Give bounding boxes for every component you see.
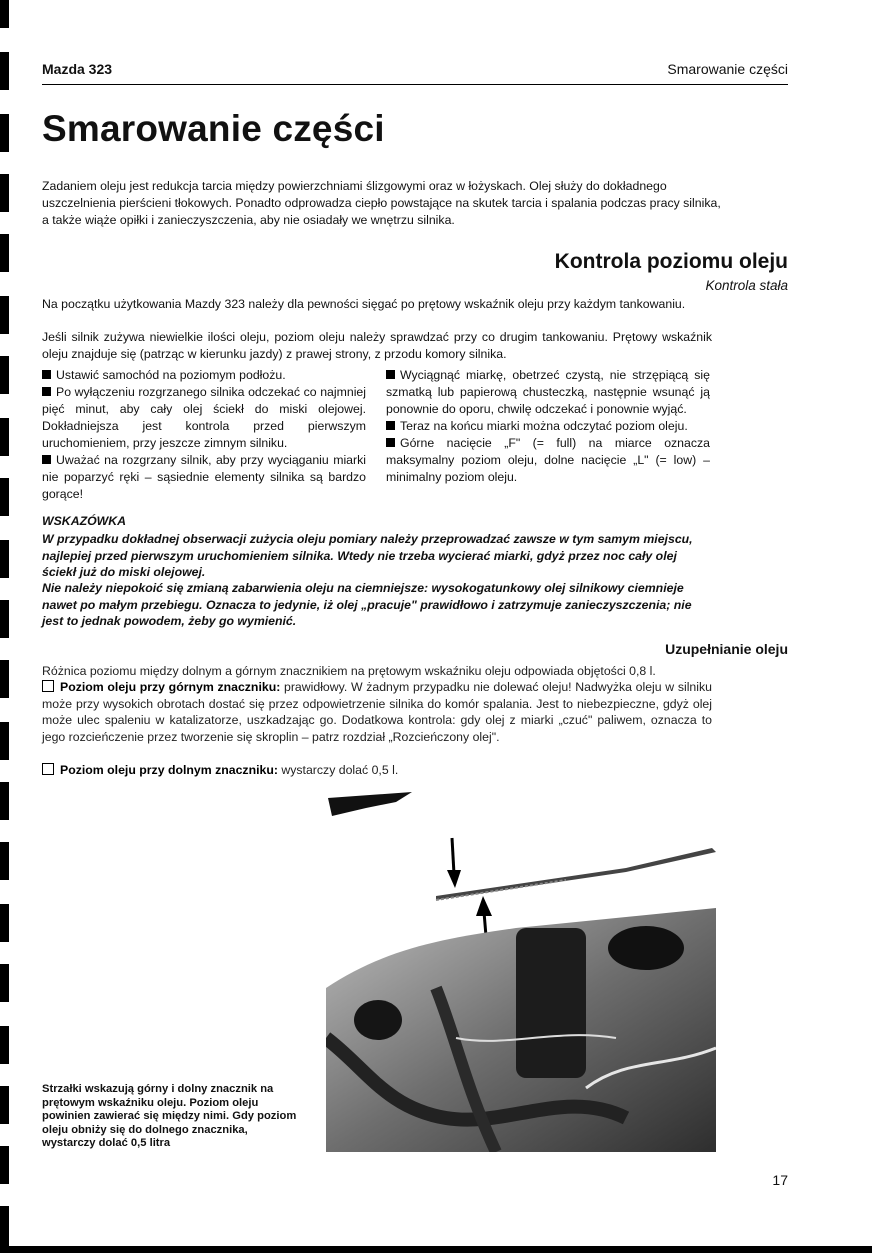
binding-mark [0,0,9,28]
checkbox-icon [42,763,54,775]
binding-mark [0,722,9,760]
lower-mark-label: Poziom oleju przy dolnym znaczniku: [60,763,278,777]
list-item-text: Wyciągnąć miarkę, obetrzeć czystą, nie strzępiącą się szmatką lub papierową chusteczką, następnie wsunąć ją ponownie do oporu, chwilę odczekać i ponownie wyjąć. [386,368,710,416]
page-title: Smarowanie części [42,108,385,149]
dipstick-blade [436,848,716,900]
oil-filler-cap [608,926,684,970]
paragraph-first-use: Na początku użytkowania Mazdy 323 należy dla pewności sięgać po prętowy wskaźnik oleju przy każdym tankowaniu. [42,297,686,311]
list-item [386,435,710,486]
binding-mark [0,1026,9,1064]
steps-left-column [42,367,366,503]
list-item-text: Po wyłączeniu rozgrzanego silnika odczekać co najmniej pięć minut, aby cały olej ściekł do miski olejowej. Dokładniejsza jest kontrola przed pierwszym uruchomieniem, przy jeszcze zimnym silniku. [42,385,366,450]
binding-mark [0,1206,9,1246]
binding-mark [0,234,9,272]
note-paragraph-measurement: W przypadku dokładnej obserwacji zużycia oleju pomiary należy przeprowadzać zawsze w tym samym miejscu, najlepiej przed pierwszym uruchomieniem silnika. Wtedy nie trzeba wycierać miarki, gdyż przez noc cały olej ściekł już do miski olejowej. [42,532,693,579]
binding-mark [0,478,9,516]
binding-mark [0,540,9,578]
upper-mark-arrow-icon [447,838,461,888]
paragraph-level-difference: Różnica poziomu między dolnym a górnym znacznikiem na prętowym wskaźniku oleju odpowiada objętości 0,8 l. [42,664,656,678]
binding-mark [0,782,9,820]
list-item [386,418,710,435]
header-book-title: Mazda 323 [42,61,113,77]
page-number: 17 [772,1172,788,1188]
binding-mark [0,356,9,394]
dipstick-tip [328,792,412,816]
reservoir-cap [354,1000,402,1040]
binding-mark [0,904,9,942]
section-title-topping-up: Uzupełnianie oleju [665,641,788,657]
bullet-square-icon [42,455,51,464]
dipstick-engine-photo [326,788,716,1152]
section-subtitle: Kontrola stała [705,278,788,293]
paragraph-dipstick-location: Jeśli silnik zużywa niewielkie ilości oleju, poziom oleju należy sprawdzać przy co drugim tankowaniu. Prętowy wskaźnik oleju znajduje się (patrząc w kierunku jazdy) z prawej strony, z przodu komory silnika. [42,330,712,361]
list-item-text: Ustawić samochód na poziomym podłożu. [56,368,286,382]
binding-mark [0,600,9,638]
running-header [42,60,788,85]
list-item [42,367,366,384]
photo-caption: Strzałki wskazują górny i dolny znacznik na prętowym wskaźniku oleju. Poziom oleju powinien zawierać się między nimi. Gdy poziom oleju obniży się do dolnego znacznika, wystarczy dolać 0,5 litra [42,1083,297,1149]
list-item [42,452,366,503]
note-paragraph-color: Nie należy niepokoić się zmianą zabarwienia oleju na ciemniejsze: wysokogatunkowy olej silnikowy ciemnieje nawet po małym przebiegu. Oznacza to jedynie, iż olej „pracuje" prawidłowo i zatrzymuje zanieczyszczenia; nie jest to jednak powodem, żeby go wymienić. [42,581,692,628]
lower-mark-text: wystarczy dolać 0,5 l. [277,763,399,777]
paragraph-lower-mark [42,762,712,779]
binding-mark [0,842,9,880]
binding-mark [0,296,9,334]
binding-mark [0,418,9,456]
list-item-text: Uważać na rozgrzany silnik, aby przy wyciąganiu miarki nie poparzyć ręki – sąsiednie elementy silnika są bardzo gorące! [42,453,366,501]
binding-mark [0,174,9,212]
lower-mark-arrow-icon [476,896,492,936]
header-chapter-title: Smarowanie części [667,61,788,77]
binding-mark [0,1086,9,1124]
list-item-text: Górne nacięcie „F" (= full) na miarce oznacza maksymalny poziom oleju, dolne nacięcie „L" (= low) – minimalny poziom oleju. [386,436,710,484]
air-intake [516,928,586,1078]
upper-mark-text: prawidłowy. W żadnym przypadku nie dolewać oleju! Nadwyżka oleju w silniku może przy wysokich obrotach dostać się przez odpowietrzenie silnika do komór spalania. Jest to niebezpieczne, gdyż olej może ulec spaleniu w katalizatorze, uszkadzając go. Dodatkowa kontrola: gdy olej z miarki „czuć" paliwem, oznacza to jego rozcieńczenie przez tworzenie się skroplin – patrz rozdział „Rozcieńczony olej". [42,680,712,744]
binding-mark [0,964,9,1002]
steps-right-column [386,367,710,486]
bullet-square-icon [386,370,395,379]
paragraph-upper-mark [42,679,712,745]
binding-mark [0,114,9,152]
note-title: WSKAZÓWKA [42,514,127,528]
list-item-text: Teraz na końcu miarki można odczytać poziom oleju. [400,419,688,433]
upper-mark-label: Poziom oleju przy górnym znaczniku: [60,680,281,694]
page-bottom-edge [0,1246,872,1253]
bullet-square-icon [42,387,51,396]
bullet-square-icon [386,438,395,447]
list-item [386,367,710,418]
binding-mark [0,1146,9,1184]
bullet-square-icon [386,421,395,430]
list-item [42,384,366,452]
binding-mark [0,52,9,90]
intro-paragraph: Zadaniem oleju jest redukcja tarcia między powierzchniami ślizgowymi oraz w łożyskach. Olej służy do dokładnego uszczelnienia pierścieni tłokowych. Ponadto odprowadza ciepło powstające na skutek tarcia i spalania podczas pracy silnika, a także wiąże opiłki i zanieczyszczenia, aby nie osiadały we wnętrzu silnika. [42,179,721,227]
bullet-square-icon [42,370,51,379]
checkbox-icon [42,680,54,692]
binding-mark [0,660,9,698]
section-title-oil-level-check: Kontrola poziomu oleju [554,250,788,273]
